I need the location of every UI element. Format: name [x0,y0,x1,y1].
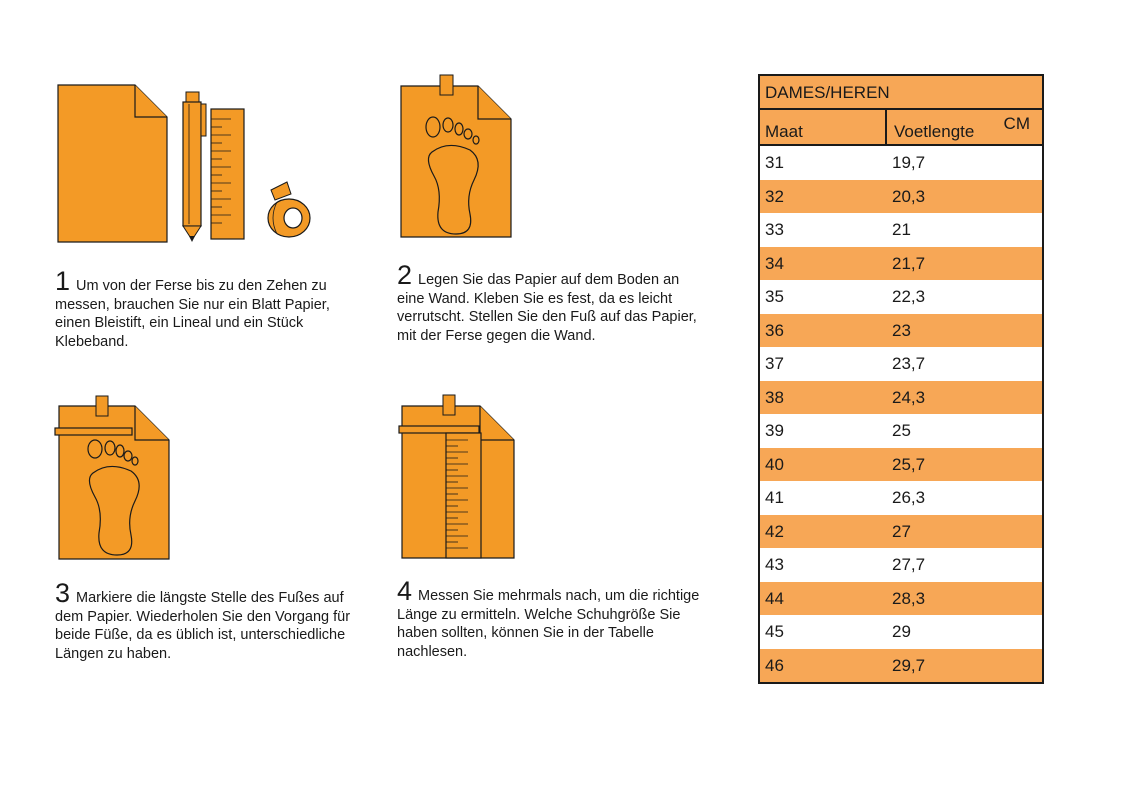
step-number: 2 [397,260,413,290]
size-cell: 38 [765,387,784,407]
length-cell: 27 [892,521,911,541]
col-length-header: Voetlengte [894,122,975,141]
table-row [760,314,1042,348]
length-cell: 19,7 [892,153,926,172]
size-cell: 39 [765,421,784,440]
step-text: Messen Sie mehrmals nach, um die richtige Länge zu ermitteln. Welche Schuhgröße Sie haben sollten, können Sie in der Tabelle nachlesen. [397,588,700,660]
length-cell: 24,3 [892,387,926,407]
step-number: 1 [55,266,71,296]
size-cell: 37 [765,354,784,373]
length-cell: 29 [892,622,911,641]
step-2-illustration [398,72,518,242]
length-cell: 20,3 [892,186,926,206]
step-4-illustration [396,392,518,562]
table-row [760,247,1042,281]
length-cell: 23,7 [892,354,926,373]
table-row [760,649,1042,683]
size-cell: 34 [765,253,784,273]
table-row [760,280,1042,314]
table-row [760,548,1042,582]
unit-label: CM [1003,114,1030,133]
table-row [760,448,1042,482]
table-row [760,381,1042,415]
table-row [760,213,1042,247]
table-header-row [760,110,1042,146]
length-cell: 25 [892,421,911,440]
paper-icon [55,396,169,559]
table-row [760,180,1042,214]
size-cell: 41 [765,488,784,507]
size-cell: 40 [765,454,784,474]
size-cell: 35 [765,287,784,306]
step-number: 3 [55,578,71,608]
length-cell: 21 [892,220,911,239]
step-4 [397,578,707,661]
table-row [760,481,1042,515]
table-row [760,582,1042,616]
paper-icon [58,85,167,242]
step-text: Legen Sie das Papier auf dem Boden an eine Wand. Kleben Sie es fest, da es leicht verrutscht. Stellen Sie den Fuß auf das Papier, mit der Ferse gegen die Wand. [397,272,697,344]
size-cell: 32 [765,186,784,206]
table-row [760,515,1042,549]
step-3-illustration [53,393,175,563]
col-size-header: Maat [760,110,887,144]
step-text: Um von der Ferse bis zu den Zehen zu messen, brauchen Sie nur ein Blatt Papier, einen Bleistift, ein Lineal und ein Stück Klebeband. [55,278,330,350]
table-row [760,347,1042,381]
table-title: DAMES/HEREN [760,76,1042,110]
length-cell: 26,3 [892,488,926,507]
size-cell: 36 [765,320,784,340]
length-cell: 25,7 [892,454,926,474]
table-row [760,414,1042,448]
size-table [758,74,1044,684]
step-3 [55,580,355,663]
size-cell: 42 [765,521,784,541]
step-1-illustration [55,82,325,247]
size-cell: 45 [765,622,784,641]
table-row [760,615,1042,649]
table-body [760,146,1042,682]
paper-icon [401,75,511,237]
size-cell: 46 [765,655,784,675]
size-cell: 43 [765,555,784,574]
length-cell: 27,7 [892,555,926,574]
step-number: 4 [397,576,413,606]
length-cell: 21,7 [892,253,926,273]
size-cell: 44 [765,588,784,608]
size-cell: 33 [765,220,784,239]
step-2 [397,262,707,345]
length-cell: 29,7 [892,655,926,675]
measure-icon [446,433,481,558]
length-cell: 28,3 [892,588,926,608]
step-text: Markiere die längste Stelle des Fußes auf dem Papier. Wiederholen Sie den Vorgang für beide Füße, da es üblich ist, unterschiedliche Längen zu haben. [55,590,351,662]
table-row [760,146,1042,180]
step-1 [55,268,355,351]
tape-icon [268,182,310,237]
length-cell: 22,3 [892,287,926,306]
length-cell: 23 [892,320,911,340]
pencil-icon [183,92,206,242]
size-cell: 31 [765,153,784,172]
ruler-icon [211,109,244,239]
